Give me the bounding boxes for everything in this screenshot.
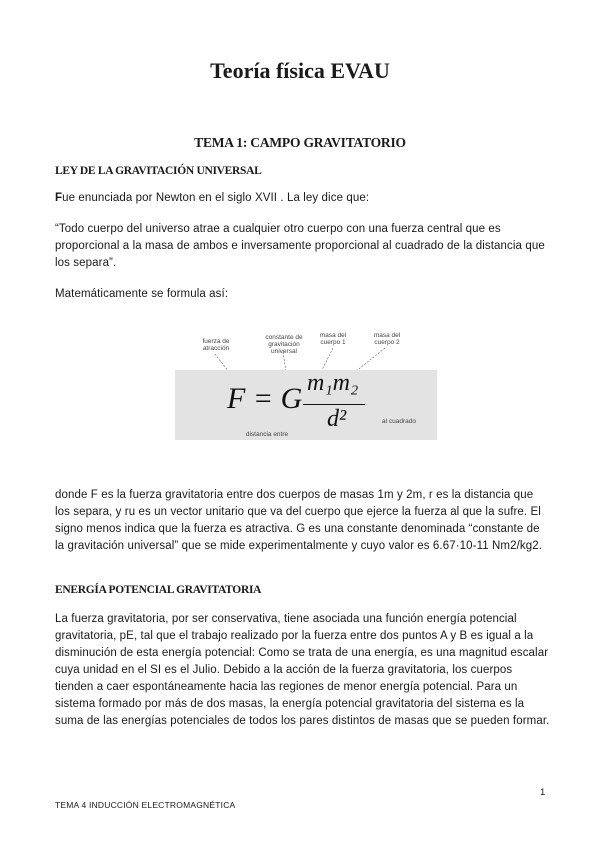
annotation-mass2: masa del cuerpo 2 — [373, 332, 401, 346]
explanation-paragraph: donde F es la fuerza gravitatoria entre dos cuerpos de masas 1m y 2m, r es la distancia que los separa, y ru es un vector unitario que va del cuerpo que ejerce la fuerza al que la sufre. El signo menos indica que la fuerza es atractiva. G es una constante denominada “constante de la gravitación universal” que se mide experimentalmente y cuyo valor es 6.67·10-11 Nm2/kg2. — [55, 489, 543, 552]
page-footer: TEMA 4 INDUCCIÓN ELECTROMAGNÉTICA — [55, 800, 236, 810]
formula-background — [175, 370, 437, 440]
potential-paragraph: La fuerza gravitatoria, por ser conservativa, tiene asociada una función energía potencial gravitatoria, pE, tal que el trabajo realizado por la fuerza entre dos puntos A y B es igual a la disminución de esta energía potencial: Como se trata de una energía, es una magnitud escalar cuya unidad en el SI es el Julio. Debido a la acción de la fuerza gravitatoria, los cuerpos tienden a caer espontáneamente hacia las regiones de menor energía potencial. Para un sistema formado por más de dos masas, la energía potencial gravitatoria del sistema es la suma de las energías potenciales de todos los pares distintos de masas que se pueden formar. — [55, 613, 550, 727]
section-title: TEMA 1: CAMPO GRAVITATORIO — [194, 135, 406, 150]
law-quote: “Todo cuerpo del universo atrae a cualquier otro cuerpo con una fuerza central que es proporcional a la masa de ambos e inversamente proporcional al cuadrado de la distancia que los separa”. — [55, 223, 545, 269]
document-title: Teoría física EVAU — [210, 58, 390, 83]
formula-intro: Matemáticamente se formula así: — [55, 288, 229, 300]
formula-figure — [175, 332, 437, 440]
formula-left: F = G — [227, 382, 303, 415]
page-number: 1 — [540, 787, 546, 798]
potential-heading: ENERGÍA POTENCIAL GRAVITATORIA — [55, 584, 262, 596]
formula-numerator: m₁m₂ — [307, 370, 359, 396]
annotation-squared: al cuadrado — [382, 418, 416, 425]
drop-letter: F — [55, 192, 63, 204]
formula-denominator: d² — [327, 406, 347, 432]
law-intro-paragraph — [55, 190, 550, 207]
law-heading: LEY DE LA GRAVITACIÓN UNIVERSAL — [55, 165, 262, 177]
annotation-force: fuerza de atracción — [202, 338, 230, 352]
annotation-constant: constante de gravitación universal — [265, 334, 303, 355]
fraction-line — [303, 404, 365, 405]
annotation-mass1: masa del cuerpo 1 — [319, 332, 347, 346]
law-intro-text: ue enunciada por Newton en el siglo XVII . La ley dice que: — [62, 192, 370, 204]
annotation-distance: distancia entre — [245, 431, 289, 438]
